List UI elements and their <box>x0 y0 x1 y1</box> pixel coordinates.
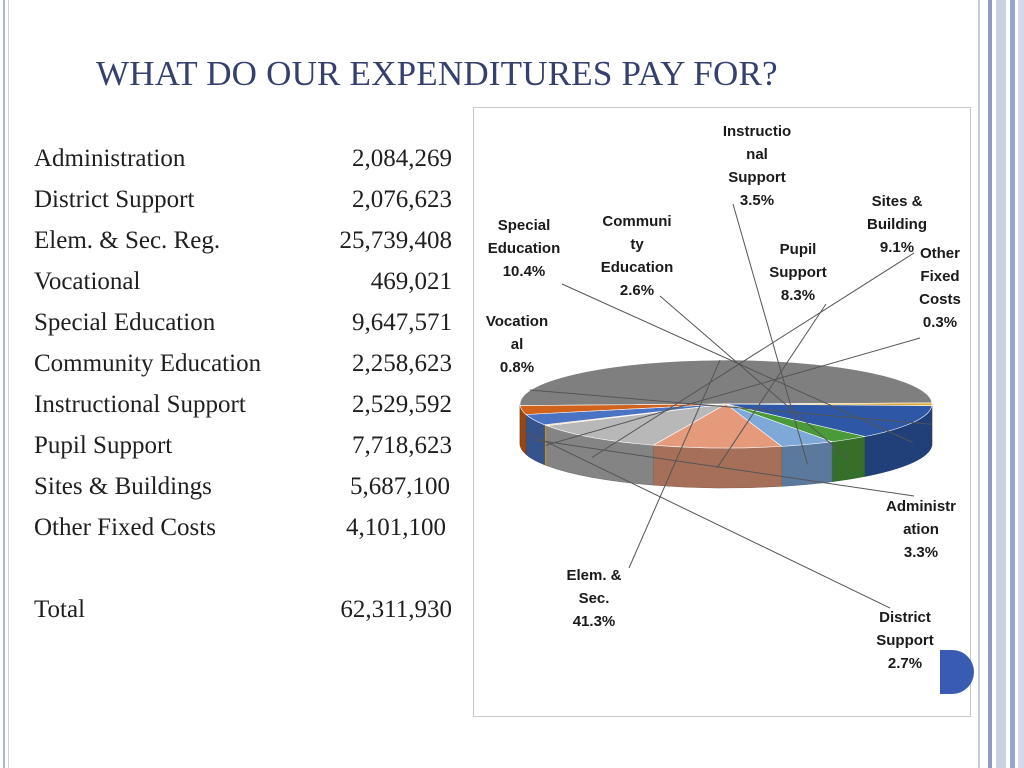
data-label-instructional-support: Instructio nal Support 3.5% <box>722 123 792 209</box>
pie-chart <box>473 107 971 717</box>
row-value: 9,647,571 <box>352 309 452 336</box>
total-label: Total <box>34 596 86 623</box>
row-value: 469,021 <box>370 268 452 295</box>
row-label: District Support <box>34 186 195 213</box>
table-total-row <box>34 592 456 633</box>
row-value: 4,101,100 <box>346 514 446 541</box>
right-border-line <box>1010 0 1015 768</box>
page-title: WHAT DO OUR EXPENDITURES PAY FOR? <box>96 54 778 93</box>
data-label-pupil-support: Pupil Support 8.3% <box>769 241 827 304</box>
row-label: Pupil Support <box>34 432 173 459</box>
table-row <box>34 305 456 346</box>
row-label: Vocational <box>34 268 141 295</box>
table-row <box>34 141 456 182</box>
table-row <box>34 469 456 510</box>
left-border-line <box>3 0 5 768</box>
row-value: 2,084,269 <box>352 145 452 172</box>
pie-slice-elem-sec <box>520 360 932 406</box>
row-value: 7,718,623 <box>352 432 452 459</box>
row-label: Other Fixed Costs <box>34 514 216 541</box>
data-label-other-fixed-costs: Other Fixed Costs 0.3% <box>919 245 961 331</box>
data-label-community-education: Communi ty Education 2.6% <box>600 213 674 299</box>
row-label: Administration <box>34 145 186 172</box>
data-label-administration: Administr ation 3.3% <box>885 498 957 561</box>
data-label-special-education: Special Education 10.4% <box>487 217 561 280</box>
row-value: 2,529,592 <box>352 391 452 418</box>
table-row <box>34 223 456 264</box>
data-label-district-support: District Support 2.7% <box>876 609 934 672</box>
data-label-sites-building: Sites & Building 9.1% <box>867 193 927 256</box>
right-border-line <box>988 0 992 768</box>
total-value: 62,311,930 <box>340 596 452 623</box>
row-value: 5,687,100 <box>350 473 450 500</box>
table-row <box>34 346 456 387</box>
table-row <box>34 387 456 428</box>
row-label: Sites & Buildings <box>34 473 212 500</box>
data-label-elem-sec: Elem. & Sec. 41.3% <box>566 567 622 630</box>
right-border-line <box>996 0 1006 768</box>
row-value: 2,076,623 <box>352 186 452 213</box>
right-border-line <box>978 0 980 768</box>
right-border-decoration <box>978 0 1024 768</box>
left-border-line <box>8 0 9 768</box>
right-border-line <box>1018 0 1024 768</box>
row-label: Special Education <box>34 309 216 336</box>
row-label: Community Education <box>34 350 262 377</box>
row-value: 25,739,408 <box>339 227 452 254</box>
data-label-vocational: Vocation al 0.8% <box>485 313 549 376</box>
expenditure-table <box>34 141 456 633</box>
table-row <box>34 428 456 469</box>
row-label: Elem. & Sec. Reg. <box>34 227 221 254</box>
table-row <box>34 182 456 223</box>
left-border-decoration <box>0 0 12 768</box>
pie-chart-canvas <box>474 108 970 716</box>
table-row <box>34 264 456 305</box>
row-value: 2,258,623 <box>352 350 452 377</box>
table-row <box>34 510 456 551</box>
row-label: Instructional Support <box>34 391 246 418</box>
